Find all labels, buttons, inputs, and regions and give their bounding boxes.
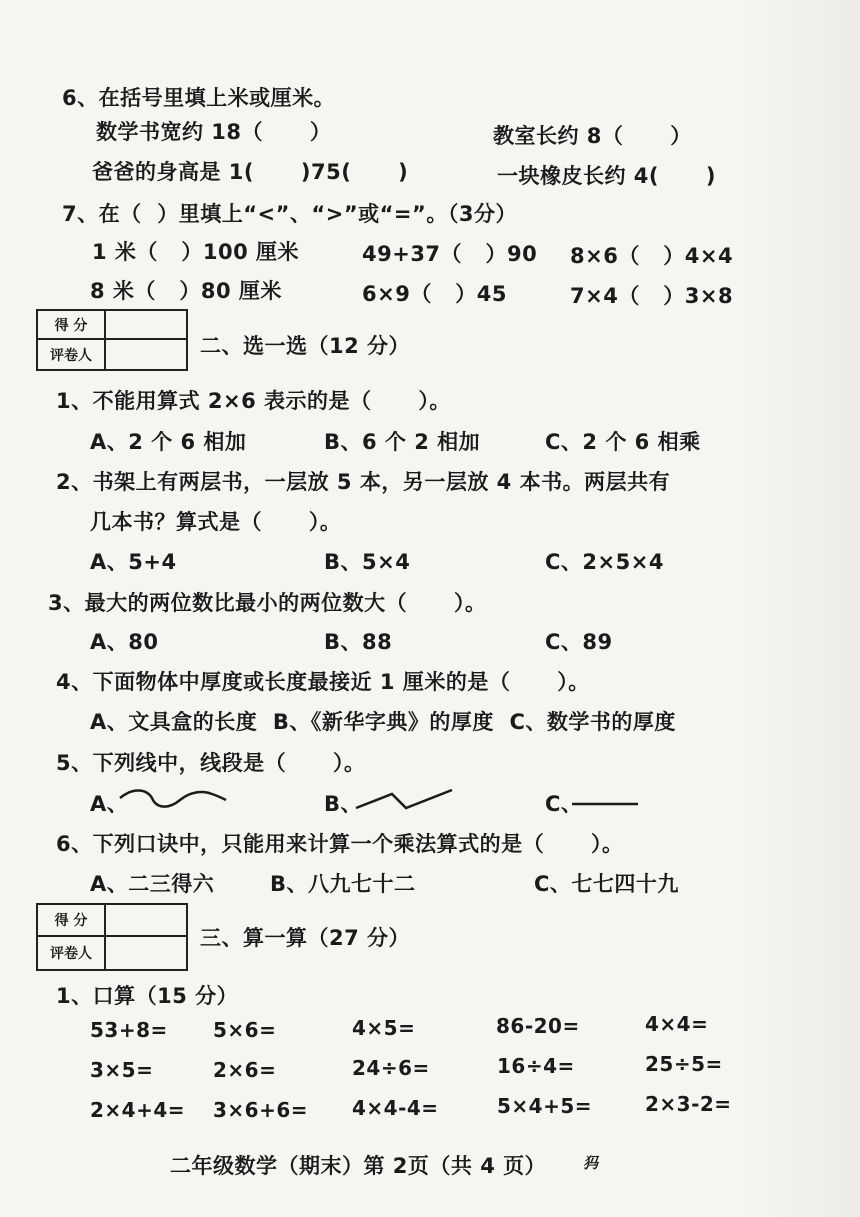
s2-q2-option-a: A、5+4: [90, 550, 177, 574]
q7-item: 8×6（ ）4×4: [570, 244, 734, 268]
oral-calc-item: 5×6=: [213, 1018, 277, 1042]
scan-shadow: [740, 0, 860, 1217]
s2-q5-option-a: A、: [90, 792, 129, 816]
s3-sub1: 1、口算（15 分）: [56, 984, 239, 1008]
q7-item: 8 米（ ）80 厘米: [90, 279, 282, 303]
oral-calc-item: 25÷5=: [645, 1052, 723, 1076]
grader-label: 评卷人: [38, 340, 106, 369]
score-box: [36, 309, 188, 371]
oral-calc-item: 53+8=: [90, 1018, 168, 1042]
oral-calc-item: 3×6+6=: [213, 1098, 309, 1122]
oral-calc-item: 5×4+5=: [497, 1094, 593, 1118]
q6-item: 一块橡皮长约 4( ): [497, 164, 716, 188]
q6-item: 教室长约 8（ ）: [493, 124, 692, 148]
grader-cell[interactable]: [106, 937, 186, 969]
score-row: [38, 905, 186, 937]
q7-item: 7×4（ ）3×8: [570, 284, 734, 308]
s2-q2-option-b: B、5×4: [324, 550, 411, 574]
curved-line-icon: [118, 784, 228, 814]
s2-q5-option-b: B、: [324, 792, 363, 816]
oral-calc-item: 4×4-4=: [352, 1096, 439, 1120]
s2-q6-option-b: B、八九七十二: [270, 872, 416, 896]
oral-calc-item: 3×5=: [90, 1058, 154, 1082]
section2-heading: 二、选一选（12 分）: [200, 334, 411, 358]
score-label: 得 分: [38, 905, 106, 935]
s2-q3-stem: 3、最大的两位数比最小的两位数大（ ）。: [48, 591, 487, 615]
q6-item: 爸爸的身高是 1( )75( ): [92, 160, 409, 184]
oral-calc-item: 2×6=: [213, 1058, 277, 1082]
score-row: [38, 311, 186, 340]
s2-q1-option-c: C、2 个 6 相乘: [545, 430, 701, 454]
broken-line-icon: [352, 784, 458, 814]
s2-q6-option-a: A、二三得六: [90, 872, 215, 896]
s2-q6-stem: 6、下列口诀中，只能用来计算一个乘法算式的是（ ）。: [56, 832, 624, 856]
s2-q1-stem: 1、不能用算式 2×6 表示的是（ ）。: [56, 389, 451, 413]
s2-q3-option-c: C、89: [545, 630, 613, 654]
line-segment-icon: [570, 794, 642, 810]
oral-calc-item: 16÷4=: [497, 1054, 575, 1078]
oral-calc-item: 86-20=: [496, 1014, 580, 1038]
page-footer: 二年级数学（期末）第 2页（共 4 页）: [170, 1154, 547, 1178]
s2-q1-option-b: B、6 个 2 相加: [324, 430, 481, 454]
oral-calc-item: 24÷6=: [352, 1056, 430, 1080]
score-box: [36, 903, 188, 971]
grader-row: [38, 937, 186, 969]
oral-calc-item: 4×4=: [645, 1012, 709, 1036]
oral-calc-item: 2×4+4=: [90, 1098, 186, 1122]
grader-row: [38, 340, 186, 369]
s2-q1-option-a: A、2 个 6 相加: [90, 430, 247, 454]
grader-label: 评卷人: [38, 937, 106, 969]
q7-item: 1 米（ ）100 厘米: [92, 240, 300, 264]
handwritten-mark: 犸: [583, 1154, 599, 1172]
q6-item: 数学书宽约 18（ ）: [96, 120, 332, 144]
q6-title: 6、在括号里填上米或厘米。: [62, 86, 336, 110]
s2-q4-options: A、文具盒的长度 B、《新华字典》的厚度 C、数学书的厚度: [90, 710, 676, 734]
s2-q3-option-a: A、80: [90, 630, 159, 654]
s2-q2-stem: 2、书架上有两层书，一层放 5 本，另一层放 4 本书。两层共有: [56, 470, 671, 494]
s2-q3-option-b: B、88: [324, 630, 393, 654]
q7-item: 6×9（ ）45: [362, 282, 507, 306]
oral-calc-item: 4×5=: [352, 1016, 416, 1040]
oral-calc-item: 2×3-2=: [645, 1092, 732, 1116]
score-label: 得 分: [38, 311, 106, 338]
s2-q4-stem: 4、下面物体中厚度或长度最接近 1 厘米的是（ ）。: [56, 670, 590, 694]
s2-q5-option-c: C、: [545, 792, 583, 816]
section3-heading: 三、算一算（27 分）: [200, 926, 411, 950]
score-cell[interactable]: [106, 311, 186, 338]
score-cell[interactable]: [106, 905, 186, 935]
s2-q5-stem: 5、下列线中，线段是（ ）。: [56, 751, 366, 775]
s2-q6-option-c: C、七七四十九: [534, 872, 679, 896]
q7-title: 7、在（ ）里填上“<”、“>”或“=”。（3分）: [62, 202, 517, 226]
s2-q2-option-c: C、2×5×4: [545, 550, 664, 574]
grader-cell[interactable]: [106, 340, 186, 369]
s2-q2-stem-cont: 几本书？算式是（ ）。: [90, 510, 342, 534]
q7-item: 49+37（ ）90: [362, 242, 538, 266]
